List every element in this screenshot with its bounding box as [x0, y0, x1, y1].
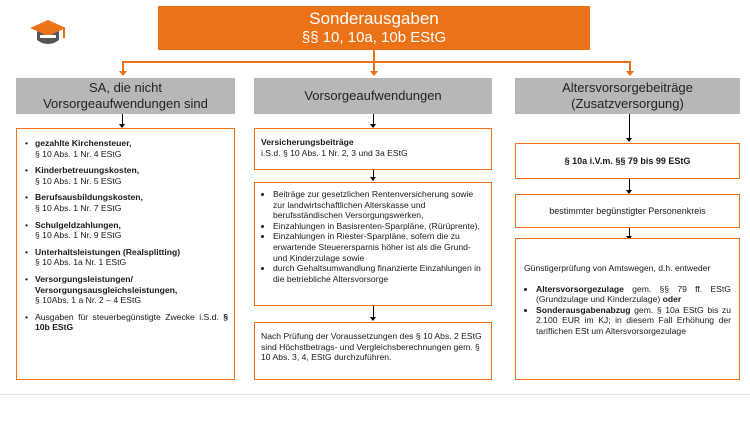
- mid-bottom-text: Nach Prüfung der Voraussetzungen des § 10 Abs. 2 EStG sind Höchstbetrags- und Vergleichsberechnungen gem. § 10 Abs. 3, 4, EStG durchzuführen.: [261, 331, 482, 363]
- divider: [0, 394, 750, 395]
- mid-top-box: [254, 128, 492, 170]
- left-list: [25, 138, 228, 333]
- connector: [629, 114, 630, 141]
- mid-top-title: Versicherungsbeiträge: [261, 137, 354, 147]
- list-item: • durch Gehaltsumwandlung finanzierte Einzahlungen in die betriebliche Altersvorsorge: [273, 263, 485, 284]
- right-box-law: [515, 143, 740, 179]
- list-item: • Einzahlungen in Riester-Sparpläne, sofern die zu erwartende Steuerersparnis höher ist als die Grund- und Kinderzulage sowie: [273, 231, 485, 263]
- arrow-head-icon: [626, 71, 634, 76]
- mid-top-text: i.S.d. § 10 Abs. 1 Nr. 2, 3 und 3a EStG: [261, 147, 408, 158]
- arrow-head-icon: [370, 317, 376, 321]
- item-title: Unterhaltsleistungen (Realsplitting): [35, 246, 181, 257]
- list-item: [35, 312, 228, 333]
- item-title: Altersvorsorgezulage: [536, 283, 624, 294]
- category-right-line2: (Zusatzversorgung): [571, 96, 684, 111]
- left-list-box: [16, 128, 235, 380]
- item-text: § 10Abs. 1 a Nr. 2 – 4 EStG: [35, 295, 142, 306]
- list-item: [35, 192, 228, 213]
- item-text: Ausgaben für steuerbegünstigte Zwecke i.S.d.: [35, 311, 219, 322]
- list-item: [35, 138, 228, 159]
- right-check-intro: Günstigerprüfung von Amtswegen, d.h. entweder: [524, 263, 711, 273]
- category-right: [515, 78, 740, 114]
- title-line2: §§ 10, 10a, 10b EStG: [301, 29, 447, 46]
- item-title: Kinderbetreuungskosten,: [35, 165, 140, 176]
- right-box-law-text: § 10a i.V.m. §§ 79 bis 99 EStG: [564, 155, 691, 166]
- item-title: Versorgungsleistungen/ Versorgungsausgleichsleistungen,: [35, 273, 178, 295]
- list-item: [536, 305, 731, 337]
- category-middle-line1: Vorsorgeaufwendungen: [304, 88, 442, 103]
- mid-list: [261, 189, 485, 284]
- right-box-group-text: bestimmter begünstigter Personenkreis: [549, 205, 706, 216]
- item-title: Sonderausgabenabzug: [536, 304, 631, 315]
- arrow-head-icon: [370, 177, 376, 181]
- list-item: [536, 284, 731, 305]
- item-title: Berufsausbildungskosten,: [35, 192, 143, 203]
- list-item: • Beiträge zur gesetzlichen Rentenversicherung sowie zur landwirtschaftlichen Alterskasse und berufsständischen Versorgungswerken,: [273, 189, 485, 221]
- item-text: gem. § 10a EStG bis zu 2.100 EUR im KJ; in diesem Fall Erhöhung der tariflichen ESt um Altersvorsorgezulage: [536, 304, 731, 336]
- arrow-head-icon: [370, 71, 378, 76]
- right-box-check: [515, 238, 740, 380]
- title-line1: Sonderausgaben: [309, 9, 439, 28]
- category-left: [16, 78, 235, 114]
- item-title: Schulgeldzahlungen,: [35, 219, 121, 230]
- arrow-head-icon: [119, 71, 127, 76]
- right-check-list: [524, 284, 731, 337]
- category-left-line1: SA, die nicht: [89, 80, 162, 95]
- arrow-head-icon: [626, 138, 632, 142]
- page-title: [158, 6, 590, 50]
- list-item: [35, 165, 228, 186]
- mid-list-box: [254, 182, 492, 306]
- item-text: § 10 Abs. 1a Nr. 1 EStG: [35, 257, 127, 268]
- item-title: § 10b EStG: [35, 311, 228, 333]
- item-title: gezahlte Kirchensteuer,: [35, 138, 132, 148]
- list-item: • Einzahlungen in Basisrenten-Sparpläne, (Rürüprente),: [273, 221, 485, 232]
- category-middle: [254, 78, 492, 114]
- category-left-line2: Vorsorgeaufwendungen sind: [43, 96, 208, 111]
- item-text: § 10 Abs. 1 Nr. 5 EStG: [35, 175, 122, 186]
- item-text: § 10 Abs. 1 Nr. 7 EStG: [35, 202, 122, 213]
- mid-bottom-box: [254, 322, 492, 380]
- list-item: [35, 274, 228, 306]
- graduation-cap-logo-icon: [28, 18, 68, 50]
- connector: [122, 61, 631, 63]
- right-box-group: [515, 194, 740, 228]
- item-text: § 10 Abs. 1 Nr. 9 EStG: [35, 230, 122, 241]
- list-item: [35, 220, 228, 241]
- item-or: oder: [662, 294, 682, 305]
- category-right-line1: Altersvorsorgebeiträge: [562, 80, 693, 95]
- item-text: gem. §§ 79 ff. EStG (Grundzulage und Kinderzulage): [536, 283, 731, 305]
- item-text: § 10 Abs. 1 Nr. 4 EStG: [35, 148, 122, 159]
- list-item: [35, 247, 228, 268]
